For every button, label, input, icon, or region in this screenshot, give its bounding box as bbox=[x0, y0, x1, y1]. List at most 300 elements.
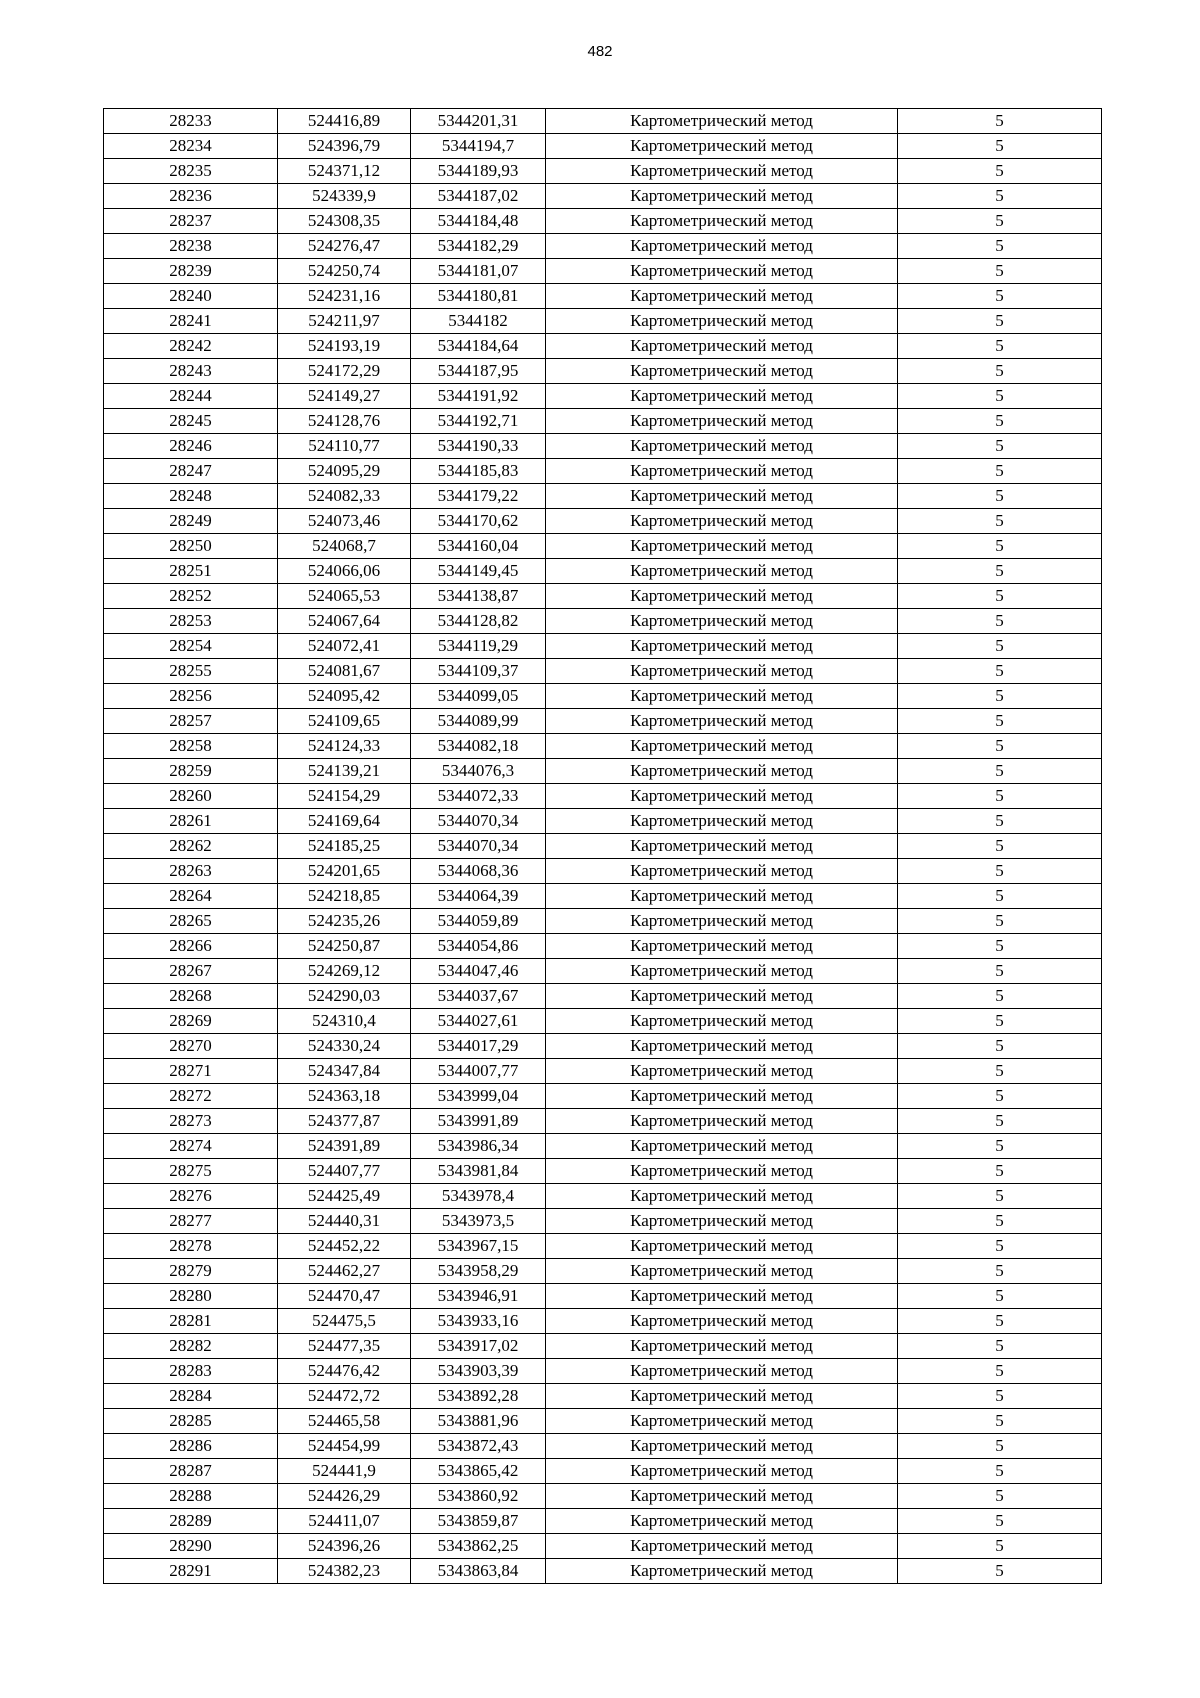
accuracy-cell: 5 bbox=[898, 484, 1102, 509]
table-row bbox=[104, 709, 1102, 734]
accuracy-cell: 5 bbox=[898, 1459, 1102, 1484]
point-number-cell: 28254 bbox=[104, 634, 278, 659]
table-row bbox=[104, 859, 1102, 884]
table-row bbox=[104, 434, 1102, 459]
point-number-cell: 28260 bbox=[104, 784, 278, 809]
y-coordinate-cell: 5344170,62 bbox=[411, 509, 546, 534]
table-row bbox=[104, 459, 1102, 484]
x-coordinate-cell: 524250,74 bbox=[278, 259, 411, 284]
table-row bbox=[104, 109, 1102, 134]
table-row bbox=[104, 784, 1102, 809]
y-coordinate-cell: 5344138,87 bbox=[411, 584, 546, 609]
method-cell: Картометрический метод bbox=[546, 709, 898, 734]
method-cell: Картометрический метод bbox=[546, 459, 898, 484]
table-row bbox=[104, 1484, 1102, 1509]
method-cell: Картометрический метод bbox=[546, 884, 898, 909]
y-coordinate-cell: 5343903,39 bbox=[411, 1359, 546, 1384]
accuracy-cell: 5 bbox=[898, 559, 1102, 584]
point-number-cell: 28238 bbox=[104, 234, 278, 259]
x-coordinate-cell: 524377,87 bbox=[278, 1109, 411, 1134]
table-row bbox=[104, 884, 1102, 909]
point-number-cell: 28283 bbox=[104, 1359, 278, 1384]
table-row bbox=[104, 609, 1102, 634]
point-number-cell: 28240 bbox=[104, 284, 278, 309]
x-coordinate-cell: 524250,87 bbox=[278, 934, 411, 959]
method-cell: Картометрический метод bbox=[546, 334, 898, 359]
x-coordinate-cell: 524201,65 bbox=[278, 859, 411, 884]
accuracy-cell: 5 bbox=[898, 809, 1102, 834]
x-coordinate-cell: 524339,9 bbox=[278, 184, 411, 209]
x-coordinate-cell: 524235,26 bbox=[278, 909, 411, 934]
x-coordinate-cell: 524290,03 bbox=[278, 984, 411, 1009]
method-cell: Картометрический метод bbox=[546, 1484, 898, 1509]
y-coordinate-cell: 5343991,89 bbox=[411, 1109, 546, 1134]
point-number-cell: 28281 bbox=[104, 1309, 278, 1334]
accuracy-cell: 5 bbox=[898, 109, 1102, 134]
point-number-cell: 28271 bbox=[104, 1059, 278, 1084]
y-coordinate-cell: 5344187,02 bbox=[411, 184, 546, 209]
point-number-cell: 28253 bbox=[104, 609, 278, 634]
accuracy-cell: 5 bbox=[898, 1359, 1102, 1384]
x-coordinate-cell: 524416,89 bbox=[278, 109, 411, 134]
y-coordinate-cell: 5344189,93 bbox=[411, 159, 546, 184]
table-row bbox=[104, 359, 1102, 384]
x-coordinate-cell: 524308,35 bbox=[278, 209, 411, 234]
point-number-cell: 28280 bbox=[104, 1284, 278, 1309]
table-row bbox=[104, 159, 1102, 184]
table-row bbox=[104, 1384, 1102, 1409]
x-coordinate-cell: 524454,99 bbox=[278, 1434, 411, 1459]
method-cell: Картометрический метод bbox=[546, 1284, 898, 1309]
method-cell: Картометрический метод bbox=[546, 984, 898, 1009]
method-cell: Картометрический метод bbox=[546, 784, 898, 809]
point-number-cell: 28237 bbox=[104, 209, 278, 234]
method-cell: Картометрический метод bbox=[546, 1159, 898, 1184]
method-cell: Картометрический метод bbox=[546, 159, 898, 184]
table-row bbox=[104, 534, 1102, 559]
table-row bbox=[104, 584, 1102, 609]
method-cell: Картометрический метод bbox=[546, 734, 898, 759]
point-number-cell: 28284 bbox=[104, 1384, 278, 1409]
point-number-cell: 28269 bbox=[104, 1009, 278, 1034]
y-coordinate-cell: 5343978,4 bbox=[411, 1184, 546, 1209]
method-cell: Картометрический метод bbox=[546, 1534, 898, 1559]
table-row bbox=[104, 809, 1102, 834]
table-row bbox=[104, 334, 1102, 359]
method-cell: Картометрический метод bbox=[546, 1184, 898, 1209]
table-row bbox=[104, 634, 1102, 659]
accuracy-cell: 5 bbox=[898, 409, 1102, 434]
accuracy-cell: 5 bbox=[898, 584, 1102, 609]
point-number-cell: 28274 bbox=[104, 1134, 278, 1159]
accuracy-cell: 5 bbox=[898, 1084, 1102, 1109]
y-coordinate-cell: 5343863,84 bbox=[411, 1559, 546, 1584]
y-coordinate-cell: 5344054,86 bbox=[411, 934, 546, 959]
table-row bbox=[104, 1109, 1102, 1134]
y-coordinate-cell: 5344109,37 bbox=[411, 659, 546, 684]
method-cell: Картометрический метод bbox=[546, 559, 898, 584]
method-cell: Картометрический метод bbox=[546, 509, 898, 534]
accuracy-cell: 5 bbox=[898, 309, 1102, 334]
coordinates-table bbox=[103, 108, 1102, 1584]
accuracy-cell: 5 bbox=[898, 1284, 1102, 1309]
accuracy-cell: 5 bbox=[898, 184, 1102, 209]
accuracy-cell: 5 bbox=[898, 434, 1102, 459]
accuracy-cell: 5 bbox=[898, 1184, 1102, 1209]
accuracy-cell: 5 bbox=[898, 734, 1102, 759]
accuracy-cell: 5 bbox=[898, 1109, 1102, 1134]
accuracy-cell: 5 bbox=[898, 909, 1102, 934]
accuracy-cell: 5 bbox=[898, 209, 1102, 234]
x-coordinate-cell: 524407,77 bbox=[278, 1159, 411, 1184]
point-number-cell: 28290 bbox=[104, 1534, 278, 1559]
accuracy-cell: 5 bbox=[898, 984, 1102, 1009]
x-coordinate-cell: 524109,65 bbox=[278, 709, 411, 734]
method-cell: Картометрический метод bbox=[546, 1509, 898, 1534]
point-number-cell: 28258 bbox=[104, 734, 278, 759]
x-coordinate-cell: 524110,77 bbox=[278, 434, 411, 459]
x-coordinate-cell: 524391,89 bbox=[278, 1134, 411, 1159]
point-number-cell: 28233 bbox=[104, 109, 278, 134]
accuracy-cell: 5 bbox=[898, 234, 1102, 259]
y-coordinate-cell: 5344070,34 bbox=[411, 809, 546, 834]
table-row bbox=[104, 1084, 1102, 1109]
y-coordinate-cell: 5343860,92 bbox=[411, 1484, 546, 1509]
x-coordinate-cell: 524452,22 bbox=[278, 1234, 411, 1259]
x-coordinate-cell: 524218,85 bbox=[278, 884, 411, 909]
method-cell: Картометрический метод bbox=[546, 684, 898, 709]
x-coordinate-cell: 524396,26 bbox=[278, 1534, 411, 1559]
table-row bbox=[104, 984, 1102, 1009]
method-cell: Картометрический метод bbox=[546, 1434, 898, 1459]
accuracy-cell: 5 bbox=[898, 1234, 1102, 1259]
accuracy-cell: 5 bbox=[898, 284, 1102, 309]
y-coordinate-cell: 5344201,31 bbox=[411, 109, 546, 134]
method-cell: Картометрический метод bbox=[546, 1459, 898, 1484]
y-coordinate-cell: 5344185,83 bbox=[411, 459, 546, 484]
method-cell: Картометрический метод bbox=[546, 1234, 898, 1259]
table-row bbox=[104, 1134, 1102, 1159]
table-row bbox=[104, 484, 1102, 509]
y-coordinate-cell: 5344194,7 bbox=[411, 134, 546, 159]
table-row bbox=[104, 684, 1102, 709]
x-coordinate-cell: 524149,27 bbox=[278, 384, 411, 409]
table-row bbox=[104, 934, 1102, 959]
y-coordinate-cell: 5343859,87 bbox=[411, 1509, 546, 1534]
point-number-cell: 28256 bbox=[104, 684, 278, 709]
accuracy-cell: 5 bbox=[898, 259, 1102, 284]
point-number-cell: 28259 bbox=[104, 759, 278, 784]
x-coordinate-cell: 524310,4 bbox=[278, 1009, 411, 1034]
accuracy-cell: 5 bbox=[898, 659, 1102, 684]
point-number-cell: 28262 bbox=[104, 834, 278, 859]
accuracy-cell: 5 bbox=[898, 1259, 1102, 1284]
method-cell: Картометрический метод bbox=[546, 1009, 898, 1034]
point-number-cell: 28244 bbox=[104, 384, 278, 409]
table-row bbox=[104, 659, 1102, 684]
y-coordinate-cell: 5344179,22 bbox=[411, 484, 546, 509]
method-cell: Картометрический метод bbox=[546, 934, 898, 959]
accuracy-cell: 5 bbox=[898, 634, 1102, 659]
point-number-cell: 28250 bbox=[104, 534, 278, 559]
y-coordinate-cell: 5343865,42 bbox=[411, 1459, 546, 1484]
y-coordinate-cell: 5344064,39 bbox=[411, 884, 546, 909]
y-coordinate-cell: 5344068,36 bbox=[411, 859, 546, 884]
accuracy-cell: 5 bbox=[898, 1384, 1102, 1409]
x-coordinate-cell: 524095,29 bbox=[278, 459, 411, 484]
y-coordinate-cell: 5343933,16 bbox=[411, 1309, 546, 1334]
x-coordinate-cell: 524472,72 bbox=[278, 1384, 411, 1409]
y-coordinate-cell: 5343967,15 bbox=[411, 1234, 546, 1259]
y-coordinate-cell: 5344089,99 bbox=[411, 709, 546, 734]
table-row bbox=[104, 1259, 1102, 1284]
y-coordinate-cell: 5344149,45 bbox=[411, 559, 546, 584]
x-coordinate-cell: 524154,29 bbox=[278, 784, 411, 809]
x-coordinate-cell: 524411,07 bbox=[278, 1509, 411, 1534]
x-coordinate-cell: 524068,7 bbox=[278, 534, 411, 559]
point-number-cell: 28245 bbox=[104, 409, 278, 434]
point-number-cell: 28239 bbox=[104, 259, 278, 284]
method-cell: Картометрический метод bbox=[546, 1034, 898, 1059]
x-coordinate-cell: 524347,84 bbox=[278, 1059, 411, 1084]
y-coordinate-cell: 5344072,33 bbox=[411, 784, 546, 809]
x-coordinate-cell: 524231,16 bbox=[278, 284, 411, 309]
x-coordinate-cell: 524476,42 bbox=[278, 1359, 411, 1384]
accuracy-cell: 5 bbox=[898, 709, 1102, 734]
point-number-cell: 28264 bbox=[104, 884, 278, 909]
method-cell: Картометрический метод bbox=[546, 384, 898, 409]
point-number-cell: 28261 bbox=[104, 809, 278, 834]
x-coordinate-cell: 524363,18 bbox=[278, 1084, 411, 1109]
accuracy-cell: 5 bbox=[898, 1309, 1102, 1334]
point-number-cell: 28268 bbox=[104, 984, 278, 1009]
x-coordinate-cell: 524082,33 bbox=[278, 484, 411, 509]
accuracy-cell: 5 bbox=[898, 159, 1102, 184]
table-row bbox=[104, 509, 1102, 534]
point-number-cell: 28263 bbox=[104, 859, 278, 884]
point-number-cell: 28266 bbox=[104, 934, 278, 959]
y-coordinate-cell: 5344180,81 bbox=[411, 284, 546, 309]
table-row bbox=[104, 1284, 1102, 1309]
accuracy-cell: 5 bbox=[898, 384, 1102, 409]
table-row bbox=[104, 1034, 1102, 1059]
accuracy-cell: 5 bbox=[898, 884, 1102, 909]
y-coordinate-cell: 5344191,92 bbox=[411, 384, 546, 409]
y-coordinate-cell: 5344190,33 bbox=[411, 434, 546, 459]
point-number-cell: 28248 bbox=[104, 484, 278, 509]
method-cell: Картометрический метод bbox=[546, 909, 898, 934]
y-coordinate-cell: 5344027,61 bbox=[411, 1009, 546, 1034]
accuracy-cell: 5 bbox=[898, 1009, 1102, 1034]
table-row bbox=[104, 1334, 1102, 1359]
y-coordinate-cell: 5344070,34 bbox=[411, 834, 546, 859]
table-row bbox=[104, 409, 1102, 434]
accuracy-cell: 5 bbox=[898, 459, 1102, 484]
point-number-cell: 28247 bbox=[104, 459, 278, 484]
method-cell: Картометрический метод bbox=[546, 534, 898, 559]
method-cell: Картометрический метод bbox=[546, 759, 898, 784]
table-row bbox=[104, 759, 1102, 784]
y-coordinate-cell: 5343981,84 bbox=[411, 1159, 546, 1184]
point-number-cell: 28278 bbox=[104, 1234, 278, 1259]
x-coordinate-cell: 524462,27 bbox=[278, 1259, 411, 1284]
method-cell: Картометрический метод bbox=[546, 259, 898, 284]
page-number: 482 bbox=[587, 43, 613, 60]
accuracy-cell: 5 bbox=[898, 534, 1102, 559]
point-number-cell: 28279 bbox=[104, 1259, 278, 1284]
method-cell: Картометрический метод bbox=[546, 1309, 898, 1334]
accuracy-cell: 5 bbox=[898, 334, 1102, 359]
accuracy-cell: 5 bbox=[898, 834, 1102, 859]
accuracy-cell: 5 bbox=[898, 359, 1102, 384]
method-cell: Картометрический метод bbox=[546, 1384, 898, 1409]
x-coordinate-cell: 524211,97 bbox=[278, 309, 411, 334]
method-cell: Картометрический метод bbox=[546, 234, 898, 259]
method-cell: Картометрический метод bbox=[546, 434, 898, 459]
method-cell: Картометрический метод bbox=[546, 1359, 898, 1384]
x-coordinate-cell: 524172,29 bbox=[278, 359, 411, 384]
x-coordinate-cell: 524081,67 bbox=[278, 659, 411, 684]
table-row bbox=[104, 559, 1102, 584]
x-coordinate-cell: 524330,24 bbox=[278, 1034, 411, 1059]
accuracy-cell: 5 bbox=[898, 609, 1102, 634]
accuracy-cell: 5 bbox=[898, 1434, 1102, 1459]
method-cell: Картометрический метод bbox=[546, 1259, 898, 1284]
point-number-cell: 28286 bbox=[104, 1434, 278, 1459]
point-number-cell: 28282 bbox=[104, 1334, 278, 1359]
table-row bbox=[104, 734, 1102, 759]
x-coordinate-cell: 524193,19 bbox=[278, 334, 411, 359]
method-cell: Картометрический метод bbox=[546, 309, 898, 334]
method-cell: Картометрический метод bbox=[546, 1209, 898, 1234]
table-row bbox=[104, 834, 1102, 859]
method-cell: Картометрический метод bbox=[546, 859, 898, 884]
y-coordinate-cell: 5344082,18 bbox=[411, 734, 546, 759]
method-cell: Картометрический метод bbox=[546, 284, 898, 309]
point-number-cell: 28291 bbox=[104, 1559, 278, 1584]
method-cell: Картометрический метод bbox=[546, 1109, 898, 1134]
y-coordinate-cell: 5344007,77 bbox=[411, 1059, 546, 1084]
y-coordinate-cell: 5343881,96 bbox=[411, 1409, 546, 1434]
y-coordinate-cell: 5344059,89 bbox=[411, 909, 546, 934]
accuracy-cell: 5 bbox=[898, 1484, 1102, 1509]
x-coordinate-cell: 524440,31 bbox=[278, 1209, 411, 1234]
y-coordinate-cell: 5344099,05 bbox=[411, 684, 546, 709]
accuracy-cell: 5 bbox=[898, 1034, 1102, 1059]
x-coordinate-cell: 524382,23 bbox=[278, 1559, 411, 1584]
y-coordinate-cell: 5344037,67 bbox=[411, 984, 546, 1009]
y-coordinate-cell: 5344181,07 bbox=[411, 259, 546, 284]
x-coordinate-cell: 524475,5 bbox=[278, 1309, 411, 1334]
table-row bbox=[104, 134, 1102, 159]
table-row bbox=[104, 1309, 1102, 1334]
y-coordinate-cell: 5344182,29 bbox=[411, 234, 546, 259]
accuracy-cell: 5 bbox=[898, 1334, 1102, 1359]
point-number-cell: 28287 bbox=[104, 1459, 278, 1484]
table-row bbox=[104, 1009, 1102, 1034]
accuracy-cell: 5 bbox=[898, 959, 1102, 984]
point-number-cell: 28289 bbox=[104, 1509, 278, 1534]
y-coordinate-cell: 5344182 bbox=[411, 309, 546, 334]
method-cell: Картометрический метод bbox=[546, 484, 898, 509]
accuracy-cell: 5 bbox=[898, 1059, 1102, 1084]
point-number-cell: 28249 bbox=[104, 509, 278, 534]
point-number-cell: 28288 bbox=[104, 1484, 278, 1509]
point-number-cell: 28235 bbox=[104, 159, 278, 184]
method-cell: Картометрический метод bbox=[546, 1084, 898, 1109]
y-coordinate-cell: 5343946,91 bbox=[411, 1284, 546, 1309]
point-number-cell: 28267 bbox=[104, 959, 278, 984]
table-row bbox=[104, 1434, 1102, 1459]
method-cell: Картометрический метод bbox=[546, 834, 898, 859]
table-row bbox=[104, 1159, 1102, 1184]
x-coordinate-cell: 524426,29 bbox=[278, 1484, 411, 1509]
method-cell: Картометрический метод bbox=[546, 1134, 898, 1159]
accuracy-cell: 5 bbox=[898, 1134, 1102, 1159]
coordinates-table-body bbox=[104, 109, 1102, 1584]
x-coordinate-cell: 524396,79 bbox=[278, 134, 411, 159]
table-row bbox=[104, 909, 1102, 934]
point-number-cell: 28276 bbox=[104, 1184, 278, 1209]
table-row bbox=[104, 184, 1102, 209]
point-number-cell: 28257 bbox=[104, 709, 278, 734]
table-row bbox=[104, 1209, 1102, 1234]
x-coordinate-cell: 524072,41 bbox=[278, 634, 411, 659]
point-number-cell: 28265 bbox=[104, 909, 278, 934]
table-row bbox=[104, 1234, 1102, 1259]
x-coordinate-cell: 524124,33 bbox=[278, 734, 411, 759]
table-row bbox=[104, 1509, 1102, 1534]
x-coordinate-cell: 524465,58 bbox=[278, 1409, 411, 1434]
table-row bbox=[104, 959, 1102, 984]
x-coordinate-cell: 524470,47 bbox=[278, 1284, 411, 1309]
x-coordinate-cell: 524185,25 bbox=[278, 834, 411, 859]
y-coordinate-cell: 5344184,64 bbox=[411, 334, 546, 359]
point-number-cell: 28251 bbox=[104, 559, 278, 584]
method-cell: Картометрический метод bbox=[546, 209, 898, 234]
accuracy-cell: 5 bbox=[898, 1509, 1102, 1534]
x-coordinate-cell: 524128,76 bbox=[278, 409, 411, 434]
table-row bbox=[104, 1459, 1102, 1484]
x-coordinate-cell: 524073,46 bbox=[278, 509, 411, 534]
table-row bbox=[104, 1059, 1102, 1084]
x-coordinate-cell: 524276,47 bbox=[278, 234, 411, 259]
y-coordinate-cell: 5343973,5 bbox=[411, 1209, 546, 1234]
y-coordinate-cell: 5344187,95 bbox=[411, 359, 546, 384]
method-cell: Картометрический метод bbox=[546, 409, 898, 434]
method-cell: Картометрический метод bbox=[546, 609, 898, 634]
method-cell: Картометрический метод bbox=[546, 1409, 898, 1434]
accuracy-cell: 5 bbox=[898, 934, 1102, 959]
x-coordinate-cell: 524065,53 bbox=[278, 584, 411, 609]
method-cell: Картометрический метод bbox=[546, 109, 898, 134]
accuracy-cell: 5 bbox=[898, 784, 1102, 809]
table-row bbox=[104, 209, 1102, 234]
y-coordinate-cell: 5344128,82 bbox=[411, 609, 546, 634]
table-row bbox=[104, 1359, 1102, 1384]
accuracy-cell: 5 bbox=[898, 1409, 1102, 1434]
x-coordinate-cell: 524371,12 bbox=[278, 159, 411, 184]
accuracy-cell: 5 bbox=[898, 759, 1102, 784]
point-number-cell: 28243 bbox=[104, 359, 278, 384]
table-row bbox=[104, 1184, 1102, 1209]
x-coordinate-cell: 524095,42 bbox=[278, 684, 411, 709]
point-number-cell: 28246 bbox=[104, 434, 278, 459]
y-coordinate-cell: 5343917,02 bbox=[411, 1334, 546, 1359]
accuracy-cell: 5 bbox=[898, 134, 1102, 159]
y-coordinate-cell: 5344119,29 bbox=[411, 634, 546, 659]
method-cell: Картометрический метод bbox=[546, 1059, 898, 1084]
